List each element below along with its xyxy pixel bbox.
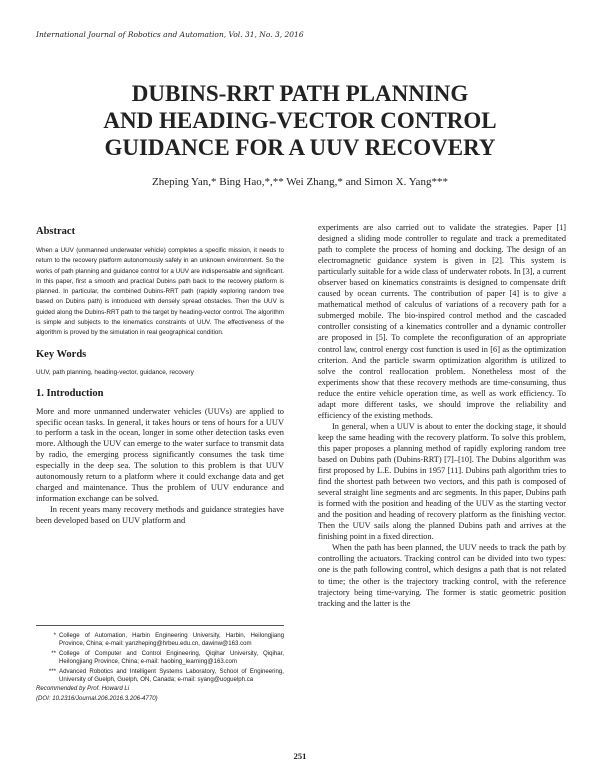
abstract-heading: Abstract <box>36 226 76 237</box>
recommended-by: Recommended by Prof. Howard Li <box>36 685 130 693</box>
intro-paragraph-1: More and more unmanned underwater vehicles (UUVs) are applied to specific ocean tasks. In general, it takes hours or tens of hours for a UUV to perform a task in the ocean, longer in some other detection tasks even more. Although the UUV can emerge to the water surface to transmit data by radio, the emerging process significantly consumes the task time especially in the deep sea. The solution to this problem is that UUV autonomously return to a platform where it could exchange data and get charged and maintenance. Thus the problem of UUV endurance and information exchange can be solved. <box>36 406 284 503</box>
title-line-2: AND HEADING-VECTOR CONTROL <box>103 108 497 133</box>
doi: (DOI: 10.2316/Journal.206.2016.3.206-4770) <box>36 694 158 702</box>
footnote-2 <box>36 650 284 667</box>
footnote-mark: *** <box>48 667 56 675</box>
right-column <box>318 222 566 609</box>
abstract-text: When a UUV (unmanned underwater vehicle) completes a specific mission, it needs to return to the recovery platform autonomously safely in an unknown environment. So the works of path planning and guidance control for a UUV are indispensable and significant. In this paper, first a smooth and practical Dubins path back to the recovery platform is planned. In particular, the combined Dubins-RRT path (rapidly exploring random tree based on Dubins path) is introduced with densely spread obstacles. Then the UUV is guided along the Dubins-RRT path to the target by heading-vector control. The algorithm is simple and subjects to the kinematics constraints of UUV. The effectiveness of the algorithm is proved by the simulation in real geographical condition. <box>36 247 284 337</box>
journal-header: International Journal of Robotics and Automation, Vol. 31, No. 3, 2016 <box>36 30 304 39</box>
footnote-mark: ** <box>51 649 56 657</box>
footnote-rule <box>36 625 284 626</box>
footnotes <box>36 625 284 703</box>
footnote-text: College of Automation, Harbin Engineering University, Harbin, Heilongjiang Province, China; e-mail: yanzheping@hrbeu.edu.cn, dawinw@163.com <box>59 632 284 648</box>
intro-paragraph-2: In recent years many recovery methods and guidance strategies have been developed based on UUV platform and <box>36 504 284 525</box>
intro-heading: 1. Introduction <box>36 387 104 399</box>
footnote-3 <box>36 668 284 685</box>
title-line-3: GUIDANCE FOR A UUV RECOVERY <box>104 135 496 160</box>
keywords-text: UUV, path planning, heading-vector, guidance, recovery <box>36 368 194 376</box>
title-line-1: DUBINS-RRT PATH PLANNING <box>131 81 469 106</box>
footnote-mark: * <box>53 632 56 639</box>
right-paragraph-1: experiments are also carried out to validate the strategies. Paper [1] designed a sliding mode controller to regulate and track a premeditated path to complete the process of homing and docking. The design of an electromagnetic guidance system is given in [2]. This system is particularly suitable for a wide class of underwater robots. In [3], a current observer based on kinematics constraints is designed to compensate drift caused by ocean currents. The contribution of paper [4] is to give a mathematical method of calculus of variations of a recovery path for a submerged mobile. The bio-inspired control method and the cascaded controller consisting of a kinematics controller and a dynamic controller are proposed in [5]. To complete the reconfiguration of an appropriate control law, control energy cost function is used in [6] as the optimization criterion. And the particle swarm optimization algorithm is utilized to solve the control reallocation problem. Nonetheless most of the experiments show that these recovery methods are time-consuming, thus reduce the entire vehicle operation time, as well as work efficiency. To adapt more different tasks, we should improve the reliability and efficiency of the existing methods. <box>318 223 566 420</box>
right-paragraph-2: In general, when a UUV is about to enter the docking stage, it should keep the same heading with the recovery platform. To solve this problem, this paper proposes a planning method of rapidly exploring random tree based on Dubins path (Dubins-RRT) [7]–[10]. The Dubins algorithm was first proposed by L.E. Dubins in 1957 [11]. Dubins path algorithm tries to find the shortest path between two vectors, and this path is composed of several straight line segments and arc segments. In this paper, Dubins path is formed with the position and heading of the UUV as the starting vector and the position and heading of recovery platform as the finishing vector. Then the UUV sails along the planned Dubins path and arrives at the finishing point in a fixed direction. <box>318 421 566 542</box>
right-paragraph-3: When the path has been planned, the UUV needs to track the path by controlling the actuators. Tracking control can be divided into two types: one is the path following control, which designs a path that is not related to time; the other is the trajectory tracking control, with the reference trajectory being time-varying. The former is static geometric position tracking and the latter is the <box>318 543 566 608</box>
keywords-heading: Key Words <box>36 348 87 360</box>
footnote-text: Advanced Robotics and Intelligent Systems Laboratory, School of Engineering, University of Guelph, Guelph, ON, Canada; e-mail: syang@uoguelph.ca <box>59 667 284 684</box>
page-number: 251 <box>293 751 307 761</box>
left-column <box>36 226 284 527</box>
footnote-text: College of Computer and Control Engineering, Qiqihar University, Qiqihar, Heilongjiang Province, China; e-mail: haobing_learning@163.com <box>59 649 284 666</box>
paper-title <box>36 80 564 161</box>
author-list: Zheping Yan,* Bing Hao,*,** Wei Zhang,* and Simon X. Yang*** <box>152 176 448 188</box>
footnote-1 <box>36 632 284 649</box>
